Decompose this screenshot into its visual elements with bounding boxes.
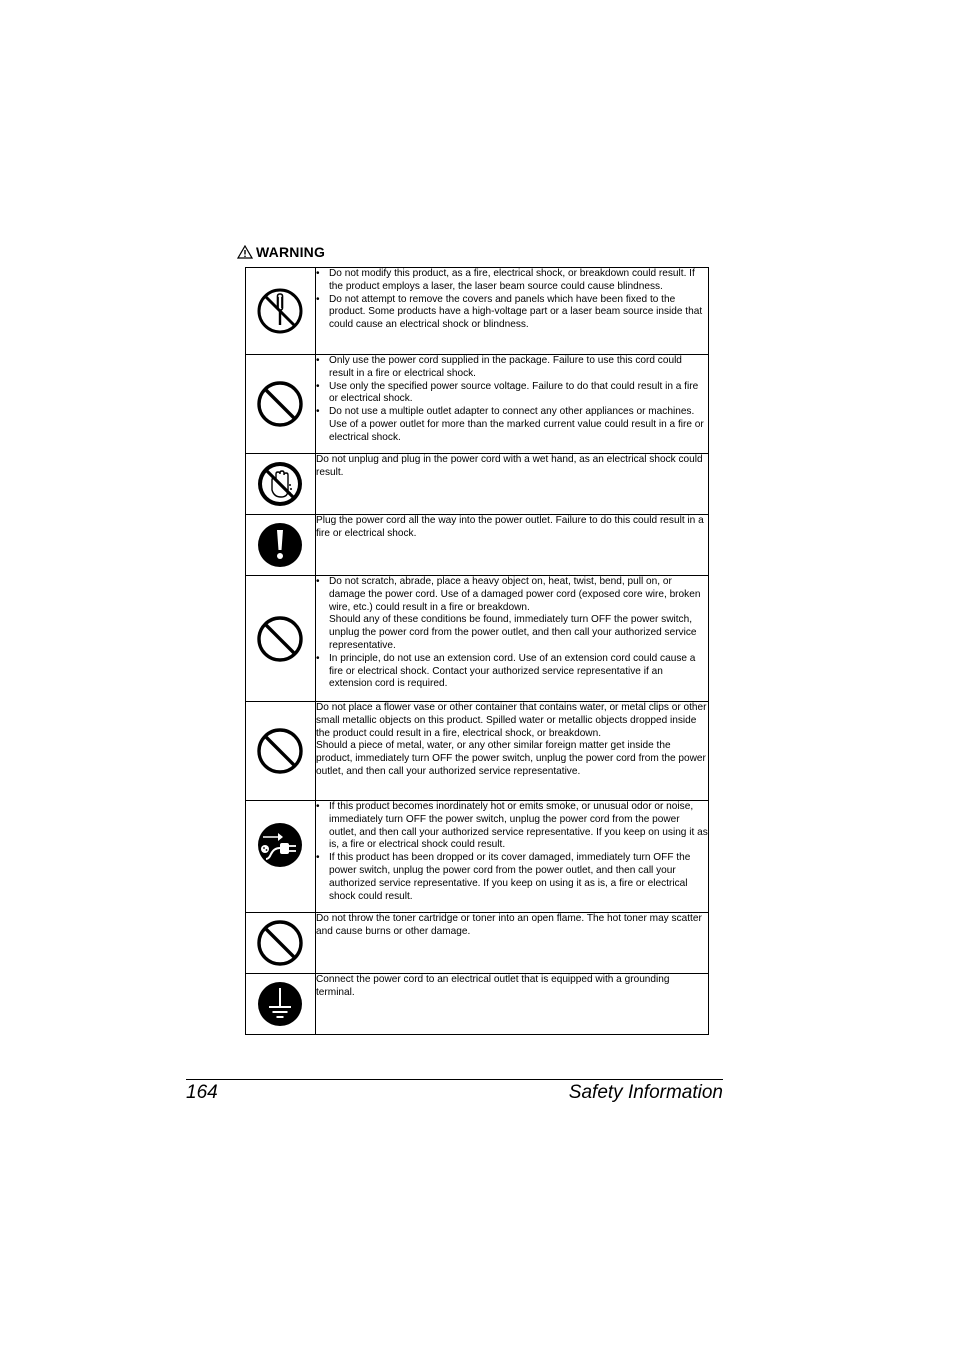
bullet-list xyxy=(316,355,708,445)
warning-heading-label: WARNING xyxy=(256,244,326,260)
no-wet-hands-icon xyxy=(256,460,304,508)
prohibited-icon xyxy=(256,380,304,428)
list-item: • Only use the power cord supplied in the package. Failure to use this cord could result in a fire or electrical shock. xyxy=(316,355,708,381)
paragraph: Should a piece of metal, water, or any other similar foreign matter get inside the product, immediately turn OFF the power switch, unplug the power cord from the power outlet, and then call your authorized service representative. xyxy=(316,740,706,777)
prohibited-icon xyxy=(256,615,304,663)
bullet-list xyxy=(316,268,708,332)
list-item xyxy=(316,576,708,653)
list-item-text: Do not scratch, abrade, place a heavy object on, heat, twist, bend, pull on, or damage the power cord. Use of a damaged power cord (exposed core wire, broken wire, etc.) could result in a fire or breakdown. xyxy=(329,576,701,613)
prohibited-icon xyxy=(256,919,304,967)
warning-triangle-icon xyxy=(237,245,253,259)
paragraph: Do not throw the toner cartridge or toner into an open flame. The hot toner may scatter and cause burns or other damage. xyxy=(316,913,702,937)
table-row xyxy=(246,454,709,515)
table-row xyxy=(246,702,709,801)
section-title: Safety Information xyxy=(568,1082,723,1103)
list-item: • Use only the specified power source voltage. Failure to do that could result in a fire or electrical shock. xyxy=(316,381,708,407)
table-row xyxy=(246,515,709,576)
bullet-list xyxy=(316,576,708,691)
paragraph: Do not place a flower vase or other container that contains water, or metal clips or other small metallic objects on this product. Spilled water or metallic objects dropped inside the product could result in a fire, electrical shock, or breakdown. xyxy=(316,702,707,739)
list-item: • In principle, do not use an extension cord. Use of an extension cord could cause a fire or electrical shock. Contact your authorized service representative if an extension cord is required. xyxy=(316,653,708,691)
list-item: • If this product has been dropped or its cover damaged, immediately turn OFF the power switch, unplug the power cord from the power outlet, and then call your authorized service representative. If you keep on using it as is, a fire or electrical shock could result. xyxy=(316,852,708,903)
warning-heading xyxy=(237,244,325,260)
list-item: • If this product becomes inordinately hot or emits smoke, or unusual odor or noise, immediately turn OFF the power switch, unplug the power cord from the power outlet, and then call your authorized service representative. If you keep on using it as is, a fire or electrical shock could result. xyxy=(316,801,708,852)
table-row xyxy=(246,974,709,1035)
table-row xyxy=(246,913,709,974)
unplug-power-icon xyxy=(256,821,304,869)
ground-connection-icon xyxy=(256,980,304,1028)
list-item: • Do not attempt to remove the covers and panels which have been fixed to the product. Some products have a high-voltage part or a laser beam source inside that could cause an electrical shock or blindness. xyxy=(316,294,708,332)
table-row xyxy=(246,268,709,355)
page-number: 164 xyxy=(186,1082,218,1103)
mandatory-action-icon xyxy=(256,521,304,569)
table-row xyxy=(246,355,709,454)
paragraph: Connect the power cord to an electrical outlet that is equipped with a grounding terminal. xyxy=(316,974,670,998)
footer-divider xyxy=(186,1079,723,1080)
paragraph: Do not unplug and plug in the power cord with a wet hand, as an electrical shock could result. xyxy=(316,454,703,478)
prohibited-icon xyxy=(256,727,304,775)
warning-table xyxy=(245,267,709,1035)
do-not-disassemble-icon xyxy=(256,287,304,335)
list-item: • Do not use a multiple outlet adapter to connect any other appliances or machines. Use of a power outlet for more than the marked current value could result in a fire or electrical shock. xyxy=(316,406,708,444)
list-item-continuation: Should any of these conditions be found, immediately turn OFF the power switch, unplug the power cord from the power outlet, and then call your authorized service representative. xyxy=(329,614,697,651)
table-row xyxy=(246,576,709,702)
paragraph: Plug the power cord all the way into the power outlet. Failure to do this could result in a fire or electrical shock. xyxy=(316,515,704,539)
bullet-list xyxy=(316,801,708,903)
table-row xyxy=(246,801,709,913)
list-item: • Do not modify this product, as a fire, electrical shock, or breakdown could result. If the product employs a laser, the laser beam source could cause blindness. xyxy=(316,268,708,294)
